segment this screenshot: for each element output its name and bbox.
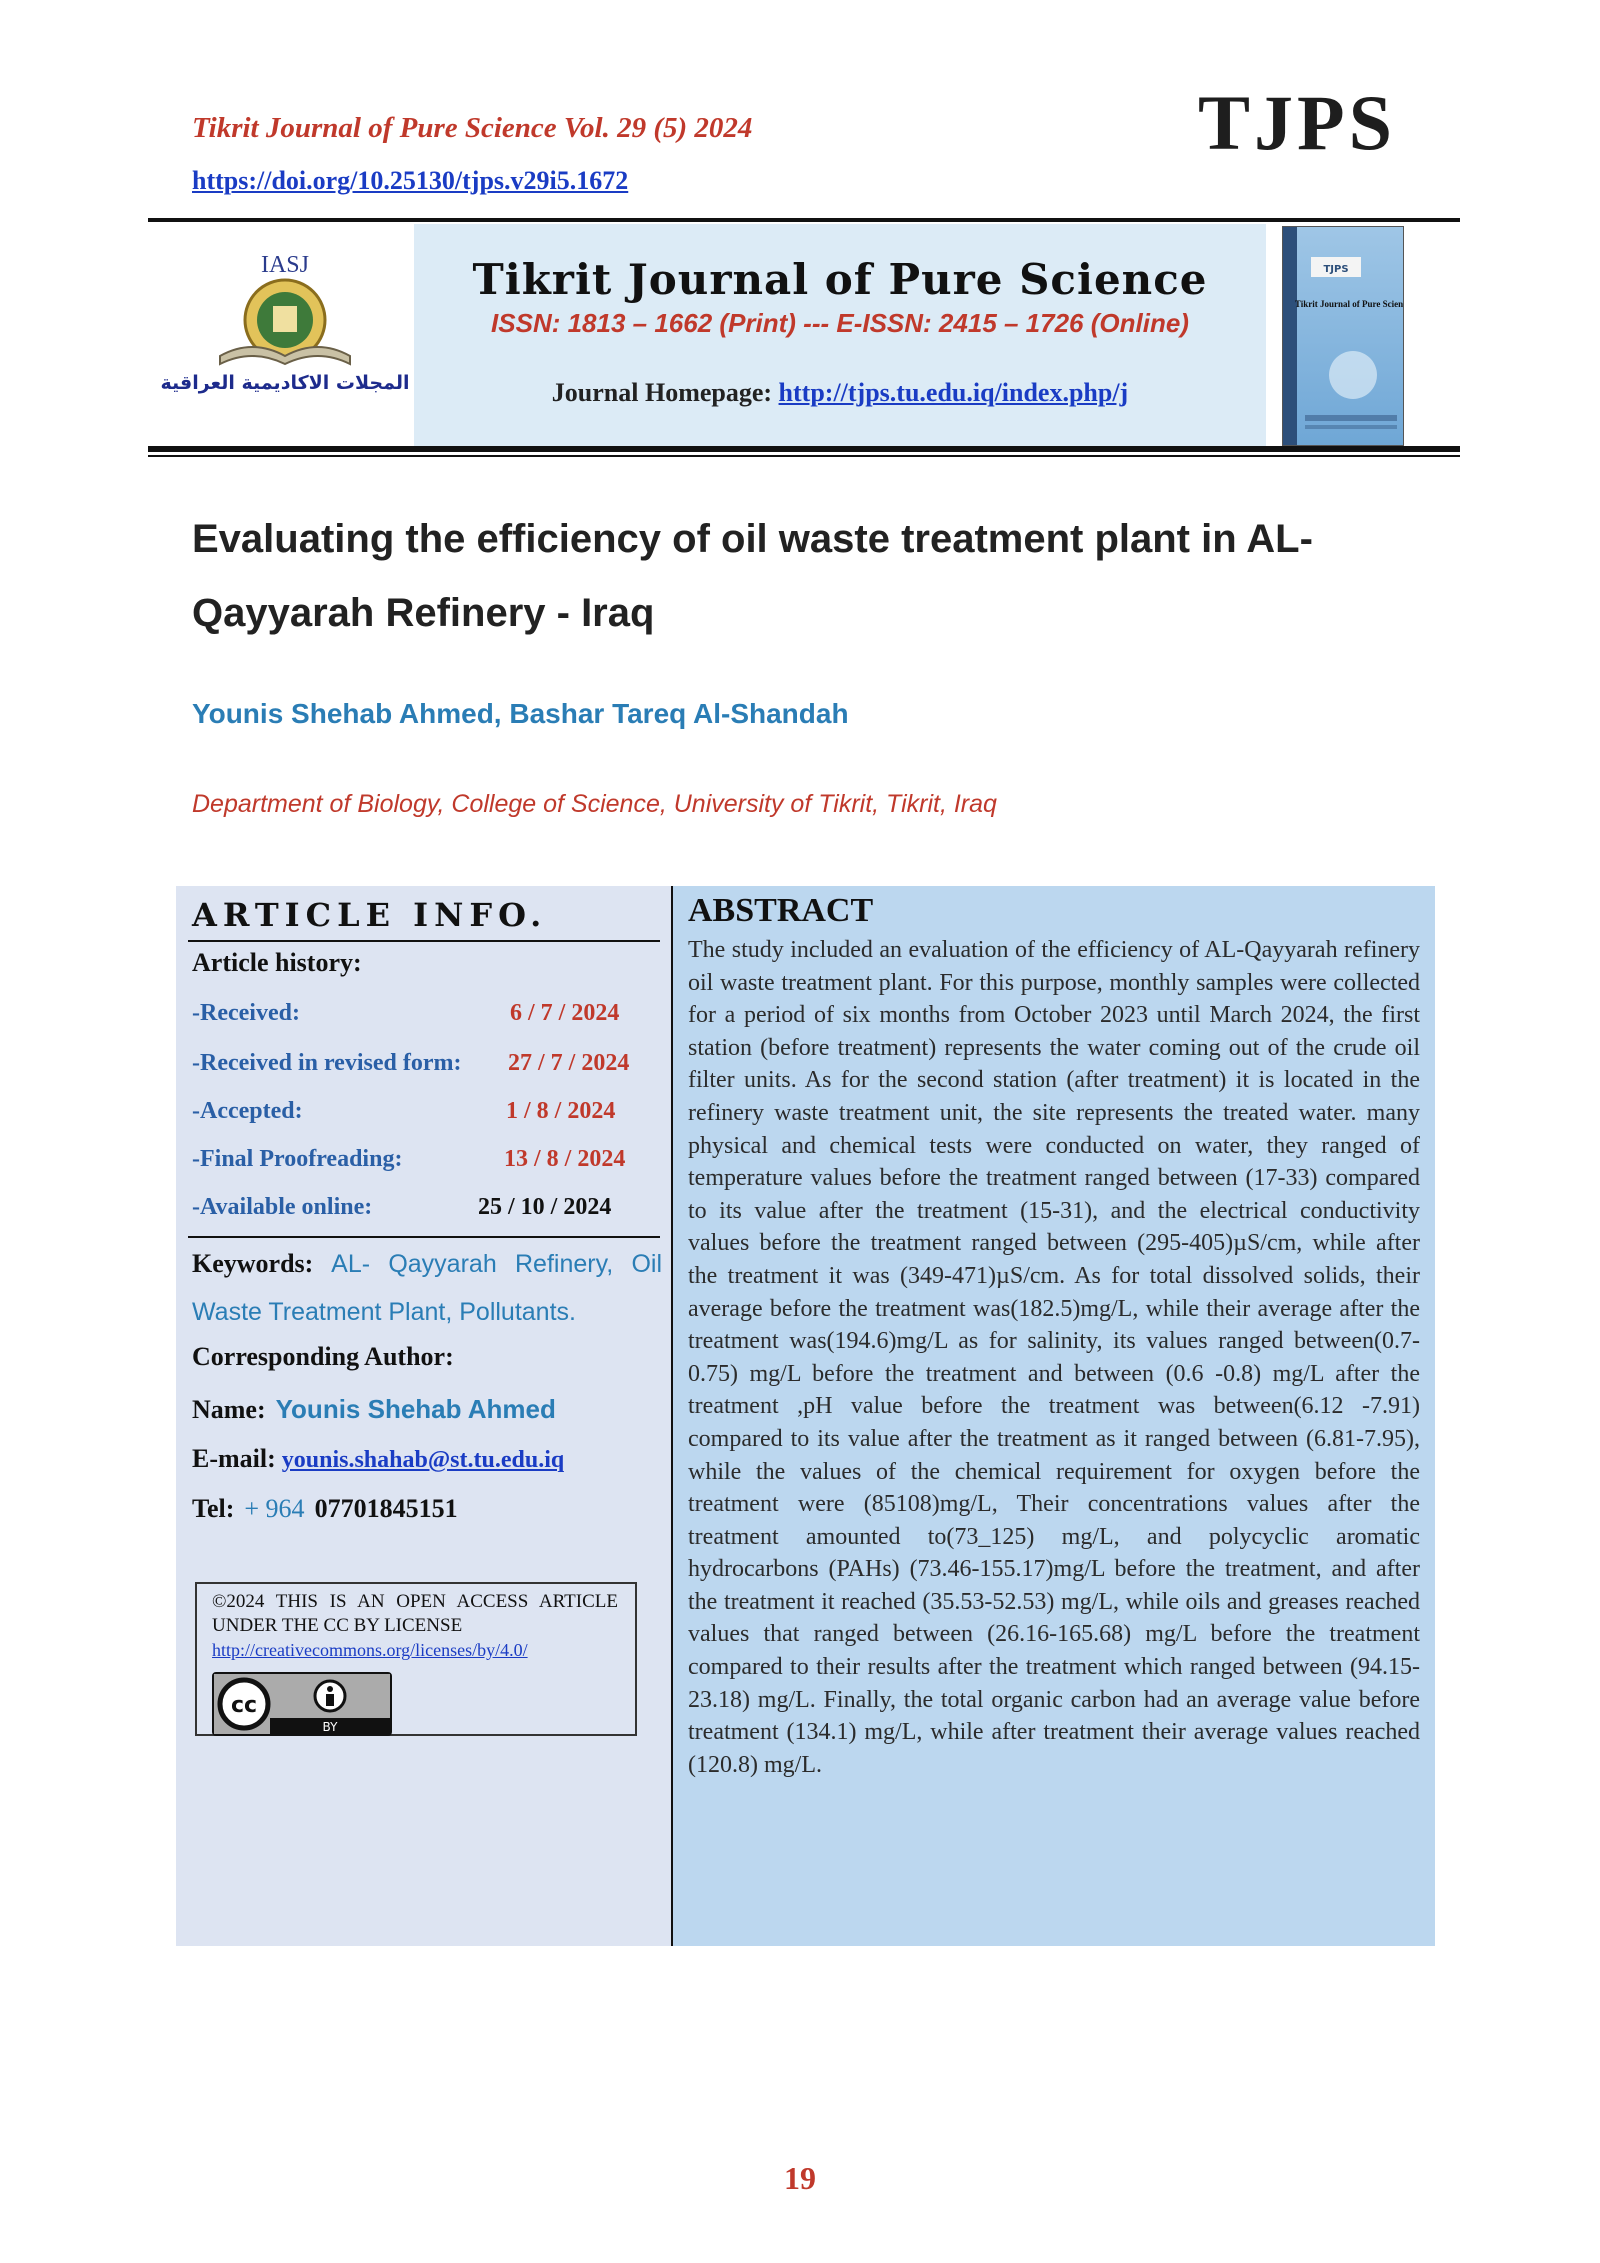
tel-number: 07701845151	[314, 1494, 458, 1523]
email-label: E-mail:	[192, 1444, 276, 1473]
corresponding-author-label: Corresponding Author:	[192, 1342, 454, 1371]
history-revised-label: -Received in revised form:	[192, 1050, 462, 1076]
cc-by-badge	[212, 1672, 392, 1736]
abstract-heading: ABSTRACT	[688, 892, 874, 929]
homepage-label: Journal Homepage:	[551, 378, 779, 407]
abstract-body: The study included an evaluation of the efficiency of AL-Qayyarah refinery oil waste treatment plant. For this purpose, monthly samples were collected for a period of six months from October 2023 until March 2024, the first station (before treatment) represents the water coming out of the crude oil filter units. As for the second station (after treatment) it is located in the refinery waste treatment unit, the site represents the treated water. many physical and chemical tests were conducted on water, they ranged of temperature values before the treatment ranged between (17-33) compared to its value after the treatment (15-31), and the electrical conductivity values before the treatment ranged between (295-405)µS/cm, while after the treatment it was (349-471)µS/cm. As for total dissolved solids, their average before the treatment was(182.5)mg/L, while their average after the treatment was(194.6)mg/L as for salinity, its values ranged between(0.7-0.75) mg/L before the treatment and between (0.6 -0.8) mg/L after the treatment ,pH value before the treatment was between(6.12 -7.91) compared to its value after the treatment as it ranged between (6.81-7.95), while the values of the chemical requirement for oxygen before the treatment were (85108)mg/L, Their concentrations values after the treatment amounted to(73_125) mg/L, and polycyclic aromatic hydrocarbons (PAHs) (73.46-155.17)mg/L before the treatment, and after the treatment it reached (35.53-52.53) mg/L, while oils and greases reached values that ranged between (26.16-165.68) mg/L before the treatment compared to their results after the treatment which ranged between (94.15-23.18) mg/L. Finally, the total organic carbon had an average value before treatment (134.1) mg/L, while after treatment their average values reached (120.8) mg/L.	[688, 937, 1420, 1778]
history-revised-value: 27 / 7 / 2024	[508, 1050, 630, 1076]
name-label: Name:	[192, 1395, 266, 1424]
banner-journal-title: Tikrit Journal of Pure Science	[472, 255, 1208, 304]
author-tel-row	[192, 1494, 458, 1524]
journal-cover-thumbnail	[1282, 226, 1404, 446]
license-text: ©2024 THIS IS AN OPEN ACCESS ARTICLE UNDER THE CC BY LICENSE	[212, 1591, 618, 1636]
article-history-label: Article history:	[192, 948, 362, 977]
journal-brand-logo: TJPS	[1198, 79, 1397, 166]
license-link[interactable]: http://creativecommons.org/licenses/by/4.0/	[212, 1640, 528, 1660]
banner-issn: ISSN: 1813 – 1662 (Print) --- E-ISSN: 2415 – 1726 (Online)	[491, 308, 1189, 338]
header-rule-bottom-thin	[148, 455, 1460, 457]
info-history-rule	[188, 1236, 660, 1238]
history-online-value: 25 / 10 / 2024	[478, 1194, 612, 1220]
history-accepted-label: -Accepted:	[192, 1098, 303, 1124]
cc-icon-text: cc	[230, 1693, 258, 1718]
keywords-value: AL- Qayyarah Refinery, Oil Waste Treatment Plant, Pollutants.	[192, 1250, 662, 1326]
author-name-row	[192, 1394, 556, 1425]
header-rule-top	[148, 218, 1460, 222]
doi-link[interactable]: https://doi.org/10.25130/tjps.v29i5.1672	[192, 166, 629, 195]
panel-divider	[671, 886, 673, 1946]
header-rule-bottom	[148, 446, 1460, 452]
banner-homepage	[414, 378, 1266, 408]
history-received-label: -Received:	[192, 1000, 300, 1026]
tel-country-code: + 964	[244, 1494, 305, 1523]
homepage-link[interactable]: http://tjps.tu.edu.iq/index.php/j	[778, 378, 1129, 407]
article-affiliation: Department of Biology, College of Science, University of Tikrit, Tikrit, Iraq	[192, 790, 997, 818]
history-proofreading-label: -Final Proofreading:	[192, 1146, 403, 1172]
iasj-logo-text: IASJ	[260, 252, 310, 278]
tel-label: Tel:	[192, 1494, 235, 1523]
name-value: Younis Shehab Ahmed	[275, 1394, 556, 1424]
cover-label: TJPS	[1323, 264, 1349, 275]
author-email-row	[192, 1444, 564, 1474]
page-number: 19	[784, 2160, 816, 2196]
history-received-value: 6 / 7 / 2024	[510, 1000, 620, 1026]
history-proofreading-value: 13 / 8 / 2024	[504, 1146, 626, 1172]
info-heading-rule	[188, 940, 660, 942]
journal-citation-line: Tikrit Journal of Pure Science Vol. 29 (5) 2024	[192, 112, 753, 144]
article-title: Evaluating the efficiency of oil waste treatment plant in AL- Qayyarah Refinery - Iraq	[192, 517, 1313, 635]
article-authors: Younis Shehab Ahmed, Bashar Tareq Al-Shandah	[192, 698, 849, 729]
history-online-label: -Available online:	[192, 1194, 373, 1220]
keywords	[192, 1240, 662, 1336]
article-info-heading: ARTICLE INFO.	[192, 896, 548, 934]
iasj-arabic-caption: المجلات الاكاديمية العراقية	[160, 372, 410, 394]
history-accepted-value: 1 / 8 / 2024	[506, 1098, 616, 1124]
by-label: BY	[322, 1720, 338, 1734]
email-link[interactable]: younis.shahab@st.tu.edu.iq	[281, 1447, 565, 1473]
keywords-label: Keywords:	[192, 1249, 314, 1278]
cover-title: Tikrit Journal of Pure Science	[1294, 299, 1403, 309]
